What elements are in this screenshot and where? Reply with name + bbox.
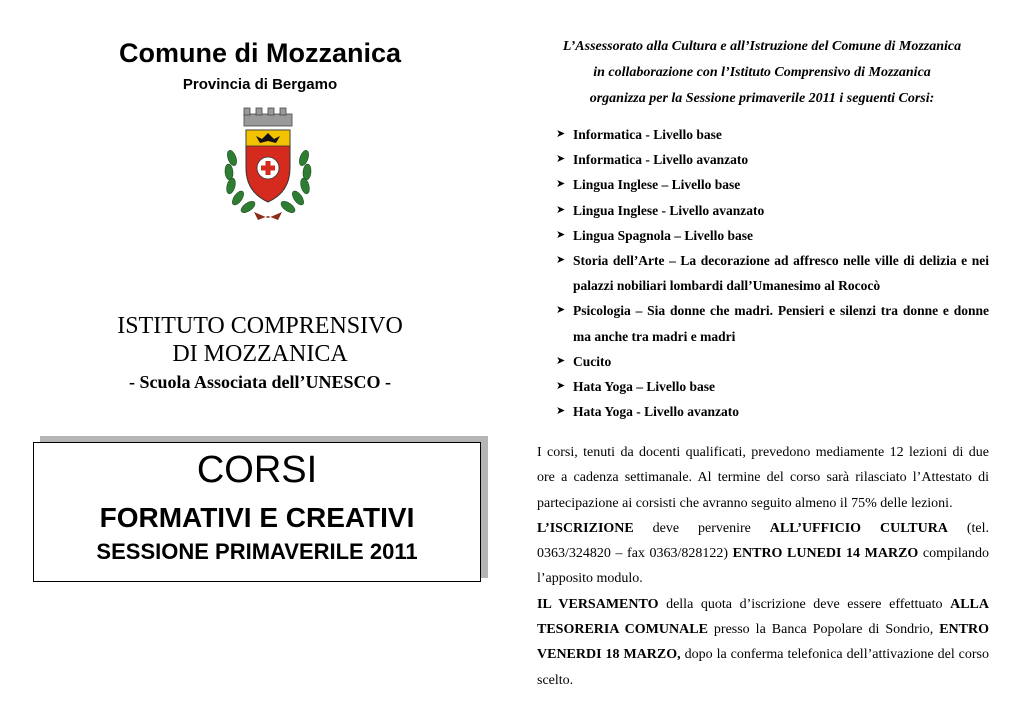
- intro-paragraph: [530, 34, 994, 112]
- tesoreria-label: ALLA TESORERIA COMUNALE: [537, 596, 990, 638]
- course-label: Lingua Inglese – Livello base: [573, 177, 741, 193]
- istituto-subtitle: - Scuola Associata dell’UNESCO -: [128, 372, 391, 392]
- course-label: Storia dell’Arte – La decorazione ad affresco nelle ville di delizia e nei palazzi nobiliari lombardi dall’Umanesimo al Rococò: [573, 253, 989, 294]
- iscrizione-label: L’ISCRIZIONE: [537, 520, 634, 536]
- course-label: Lingua Spagnola – Livello base: [573, 227, 754, 243]
- istituto-title-line2: DI MOZZANICA: [172, 341, 348, 367]
- arrowhead-bullet-icon: ➤: [556, 254, 566, 267]
- course-item: [556, 122, 989, 147]
- course-item: [556, 198, 989, 223]
- info-paragraph-versamento: [537, 592, 989, 693]
- corsi-subtitle-1: FORMATIVI E CREATIVI: [99, 502, 415, 533]
- course-item: [556, 248, 989, 298]
- text-segment: della quota d’iscrizione deve essere effettuato: [658, 596, 951, 612]
- arrowhead-bullet-icon: ➤: [556, 128, 566, 140]
- arrowhead-bullet-icon: ➤: [556, 304, 566, 317]
- intro-line-3: organizza per la Sessione primaverile 2011 i seguenti Corsi:: [589, 91, 935, 106]
- course-list: [556, 122, 989, 424]
- intro-line-2: in collaborazione con l’Istituto Comprensivo di Mozzanica: [593, 65, 931, 80]
- course-label: Informatica - Livello avanzato: [573, 152, 749, 168]
- corsi-title: CORSI: [196, 449, 318, 491]
- contact-numbers: (tel. 0363/324820 – fax 0363/828122): [537, 520, 989, 562]
- arrowhead-bullet-icon: ➤: [556, 380, 566, 393]
- text-segment: deve pervenire: [633, 520, 770, 536]
- istituto-title-line1: ISTITUTO COMPRENSIVO: [117, 313, 403, 339]
- corsi-title-box: [33, 442, 481, 582]
- course-item: [556, 374, 989, 399]
- course-label: Cucito: [573, 353, 612, 369]
- ufficio-cultura-label: ALL’UFFICIO CULTURA: [769, 520, 948, 536]
- course-item: [556, 172, 989, 197]
- arrowhead-bullet-icon: ➤: [556, 228, 566, 241]
- course-item: [556, 298, 989, 348]
- course-item: [556, 399, 989, 424]
- iscrizione-deadline: ENTRO LUNEDI 14 MARZO: [732, 546, 919, 562]
- bank-name: presso la Banca Popolare di Sondrio,: [707, 622, 940, 638]
- arrowhead-bullet-icon: ➤: [556, 178, 566, 191]
- info-paragraph-courses: I corsi, tenuti da docenti qualificati, prevedono mediamente 12 lezioni di due ore a cadenza settimanale. Al termine del corso sarà rilasciato l’Attestato di partecipazione ai corsisti che avranno seguito almeno il 75% delle lezioni.: [537, 445, 989, 511]
- text-segment: dopo la conferma telefonica dell’attivazione del corso scelto.: [537, 647, 989, 688]
- info-text: [537, 440, 989, 693]
- course-label: Hata Yoga – Livello base: [573, 379, 716, 395]
- intro-line-1: L’Assessorato alla Cultura e all’Istruzione del Comune di Mozzanica: [562, 39, 962, 54]
- comune-title: Comune di Mozzanica: [118, 38, 402, 68]
- provincia-subtitle: Provincia di Bergamo: [182, 76, 338, 93]
- versamento-deadline: ENTRO VENERDI 18 MARZO,: [537, 622, 989, 663]
- course-item: [556, 349, 989, 374]
- text-segment: compilando l’apposito modulo.: [537, 546, 989, 587]
- coat-of-arms-icon: [218, 106, 318, 224]
- course-label: Psicologia – Sia donne che madri. Pensieri e silenzi tra donne e donne ma anche tra madri e madri: [573, 303, 989, 344]
- arrowhead-bullet-icon: ➤: [556, 203, 566, 216]
- course-item: [556, 223, 989, 248]
- course-label: Lingua Inglese - Livello avanzato: [573, 202, 765, 218]
- corsi-subtitle-2: SESSIONE PRIMAVERILE 2011: [96, 539, 418, 564]
- arrowhead-bullet-icon: ➤: [556, 153, 566, 166]
- course-label: Hata Yoga - Livello avanzato: [573, 404, 739, 420]
- course-label: Informatica - Livello base: [573, 127, 722, 142]
- versamento-label: IL VERSAMENTO: [537, 596, 659, 612]
- info-paragraph-iscrizione: [537, 516, 989, 592]
- arrowhead-bullet-icon: ➤: [556, 405, 566, 418]
- course-item: [556, 147, 989, 172]
- arrowhead-bullet-icon: ➤: [556, 354, 566, 367]
